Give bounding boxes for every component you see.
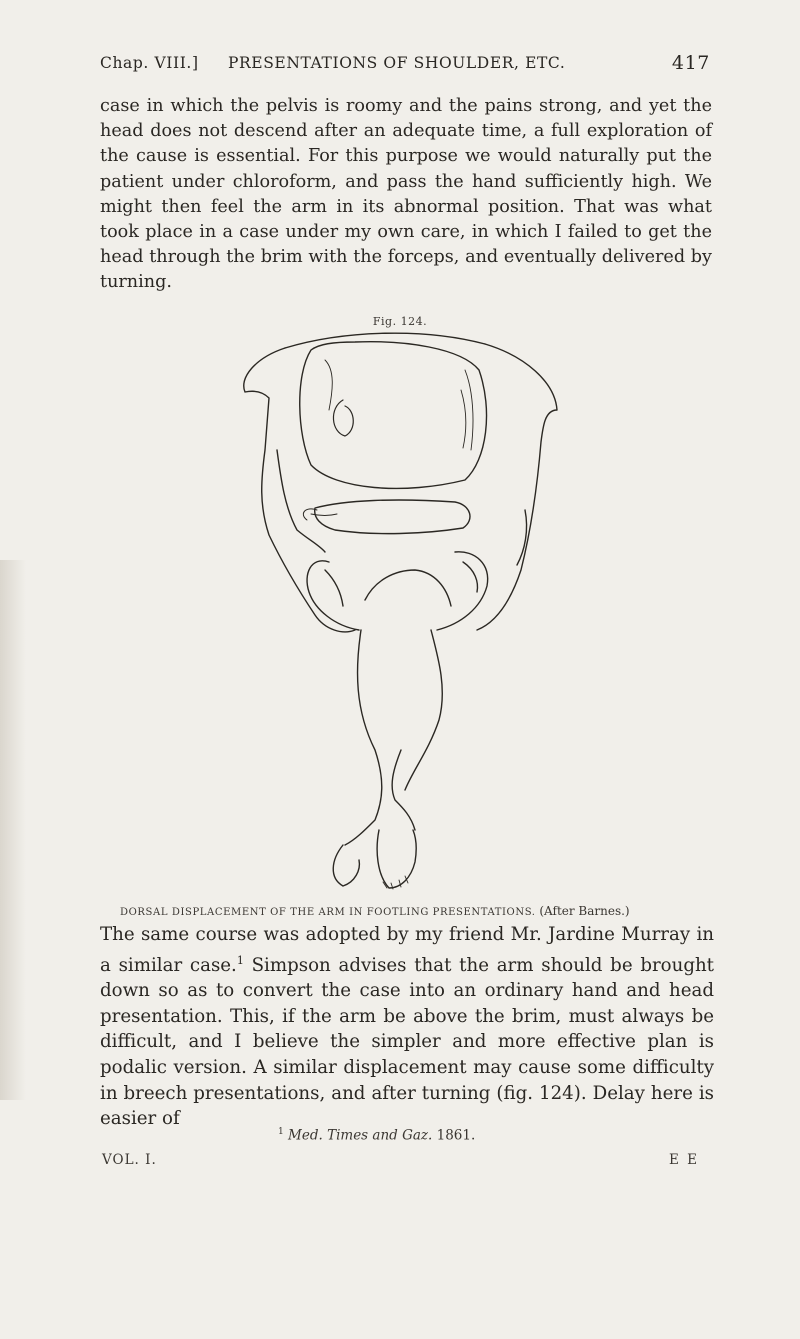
pelvis-right-inner [517,510,527,565]
fetal-trunk-left [365,570,451,606]
page-stain [0,560,26,1100]
fetal-hand [303,509,337,520]
footnote [278,1127,475,1144]
running-title: PRESENTATIONS OF SHOULDER, ETC. [228,54,566,72]
fetal-arm [315,500,470,534]
caption-text: DORSAL DISPLACEMENT OF THE ARM IN FOOTLING PRESENTATIONS. [120,907,536,918]
left-thigh [307,561,359,630]
running-head [100,54,710,80]
caption-credit: (After Barnes.) [539,904,630,918]
left-knee [325,570,343,606]
fetal-body-left [345,630,382,845]
fetal-body-right [405,630,442,790]
pelvis-left-inner [277,450,325,552]
paragraph-1: case in which the pelvis is roomy and the pains strong, and yet the head does not descend after an adequate time, a full exploration of the cause is essential. For this purpose we would naturally put the patient under chloroform, and pass the hand sufficiently high. We might then feel the arm in its abnormal position. That was what took place in a case under my own care, in which I failed to get the head through the brim with the forceps, and eventually delivered by turning. [100,96,712,293]
pelvis-fetus-drawing [225,330,575,895]
footnote-source: Med. Times and Gaz. [288,1127,433,1144]
paragraph-2-start: The same course was adopted by my friend Mr. Jardine Murray in a similar case. [100,924,714,976]
paragraph-2-rest: Simpson advises that the arm should be brought down so as to convert the case into an ordinary hand and head presentation. This, if the arm be above the brim, must always be difficult, and I believe the simpler and more effective plan is podalic version. A similar displacement may cause some difficulty in breech presentations, and after turning (fig. 124). Delay here is easier of [100,954,714,1130]
fetal-foot-right [377,830,416,888]
chapter-label: Chap. VIII.] [100,54,199,72]
pelvis-right-wing [477,344,557,630]
fetal-foot-left [333,845,359,886]
right-knee [463,562,477,592]
footnote-reference: 1 [236,953,244,967]
footnote-year: 1861. [436,1127,476,1144]
figure-caption [120,904,700,918]
fetal-ear [333,400,353,436]
right-thigh [437,552,488,630]
figure-label: Fig. 124. [372,315,428,328]
figure-illustration [225,330,575,895]
paragraph-2 [100,922,714,1132]
volume-signature: VOL. I. [102,1152,157,1168]
gathering-signature: E E [669,1152,700,1168]
pelvic-brim [285,333,485,348]
lower-leg [392,750,415,830]
footnote-mark: 1 [278,1127,284,1137]
page-number: 417 [671,52,710,74]
head-hair-lines [325,360,473,450]
